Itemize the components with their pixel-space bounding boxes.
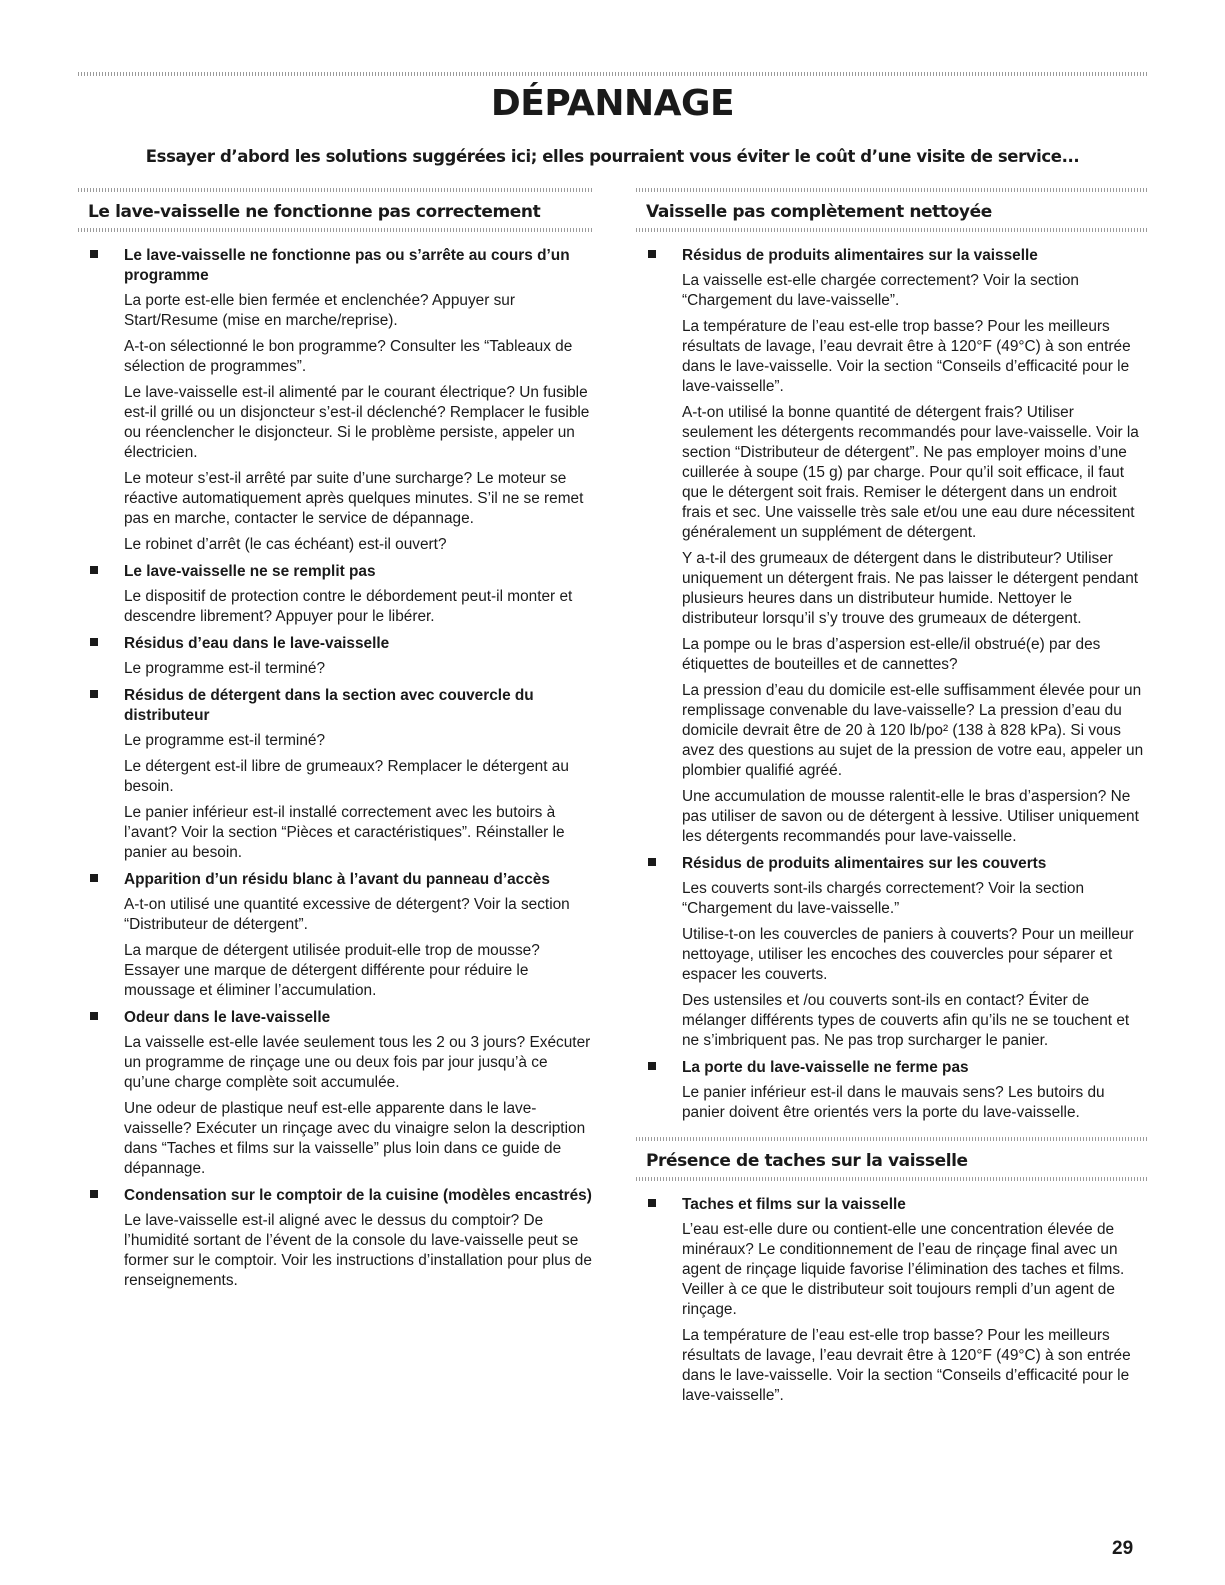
problem-title: La porte du lave-vaisselle ne ferme pas [682,1059,969,1076]
section-title: Vaisselle pas complètement nettoyée [646,202,992,222]
section-title: Présence de taches sur la vaisselle [646,1151,968,1171]
square-bullet-icon [90,874,98,882]
left-column [78,188,593,1298]
problem-title: Résidus de produits alimentaires sur la vaisselle [682,247,1038,264]
solution-paragraph: Le détergent est-il libre de grumeaux? Remplacer le détergent au besoin. [124,758,569,795]
solution-paragraph: Le robinet d’arrêt (le cas échéant) est-il ouvert? [124,536,447,553]
solution-paragraph: La porte est-elle bien fermée et enclenchée? Appuyer sur Start/Resume (mise en marche/reprise). [124,292,515,329]
square-bullet-icon [648,1199,656,1207]
problem-item [636,854,1148,1051]
solution-paragraph: La marque de détergent utilisée produit-elle trop de mousse? Essayer une marque de détergent différente pour réduire le moussage et éliminer l’accumulation. [124,942,540,999]
solution-paragraph: Y a-t-il des grumeaux de détergent dans le distributeur? Utiliser uniquement un détergent frais. Ne pas laisser le détergent pendant plusieurs heures dans un distributeur humide. Nettoyer le distributeur lorsqu’il s’y trouve des grumeaux de détergent. [682,550,1139,627]
square-bullet-icon [648,250,656,258]
problem-title: Résidus de détergent dans la section avec couvercle du distributeur [124,687,534,724]
section-title-rule [636,1177,1148,1181]
solution-paragraph: Le programme est-il terminé? [124,660,326,677]
problem-item [78,1186,593,1291]
solution-paragraph: Une odeur de plastique neuf est-elle apparente dans le lave-vaisselle? Exécuter un rinçage avec du vinaigre selon la description dans “Taches et films sur la vaisselle” plus loin dans ce guide de dépannage. [124,1100,586,1177]
solution-paragraph: La vaisselle est-elle chargée correctement? Voir la section “Chargement du lave-vaisselle”. [682,272,1079,309]
problem-title: Résidus de produits alimentaires sur les couverts [682,855,1047,872]
square-bullet-icon [90,638,98,646]
solution-paragraph: Le lave-vaisselle est-il alimenté par le courant électrique? Un fusible est-il grillé ou un disjoncteur s’est-il déclenché? Remplacer le fusible ou réenclencher le disjoncteur. Si le problème persiste, appeler un électricien. [124,384,590,461]
problem-title: Résidus d’eau dans le lave-vaisselle [124,635,390,652]
solution-paragraph: Des ustensiles et /ou couverts sont-ils en contact? Éviter de mélanger différents types de couverts afin qu’ils ne se touchent et ne s’imbriquent pas. Ne pas trop surcharger le panier. [682,992,1130,1049]
right-column [636,188,1148,1413]
solution-paragraph: Le panier inférieur est-il installé correctement avec les butoirs à l’avant? Voir la section “Pièces et caractéristiques”. Réinstaller le panier au besoin. [124,804,565,861]
square-bullet-icon [90,1190,98,1198]
solution-paragraph: A-t-on sélectionné le bon programme? Consulter les “Tableaux de sélection de programmes”. [124,338,573,375]
square-bullet-icon [648,1062,656,1070]
solution-paragraph: La température de l’eau est-elle trop basse? Pour les meilleurs résultats de lavage, l’eau devrait être à 120°F (49°C) à son entrée dans le lave-vaisselle. Voir la section “Conseils d’efficacité pour le lave-vaisselle”. [682,318,1131,395]
section [78,200,593,1291]
problem-item [78,1008,593,1179]
solution-paragraph: Le programme est-il terminé? [124,732,326,749]
square-bullet-icon [90,250,98,258]
problem-item [78,870,593,1001]
solution-paragraph: A-t-on utilisé la bonne quantité de détergent frais? Utiliser seulement les détergents recommandés pour lave-vaisselle. Voir la section “Distributeur de détergent”. Ne pas employer moins d’une cuillerée à soupe (15 g) par charge. Pour qu’il soit efficace, il faut que le détergent soit frais. Remiser le détergent dans un endroit frais et sec. Une vaisselle très sale et/ou une eau dure nécessitent généralement un supplément de détergent. [682,404,1139,541]
section-title: Le lave-vaisselle ne fonctionne pas correctement [88,202,541,222]
solution-paragraph: La pompe ou le bras d’aspersion est-elle/il obstrué(e) par des étiquettes de bouteilles et de cannettes? [682,636,1101,673]
section [636,1149,1148,1406]
solution-paragraph: Le lave-vaisselle est-il aligné avec le dessus du comptoir? De l’humidité sortant de l’évent de la console du lave-vaisselle peut se former sur le comptoir. Voir les instructions d’installation pour plus de renseignements. [124,1212,592,1289]
section [636,200,1148,1123]
square-bullet-icon [90,1012,98,1020]
problem-title: Taches et films sur la vaisselle [682,1196,906,1213]
solution-paragraph: L’eau est-elle dure ou contient-elle une concentration élevée de minéraux? Le conditionnement de l’eau de rinçage final avec un agent de rinçage liquide favorise l’élimination des taches et films. Veiller à ce que le distributeur soit toujours rempli d’un agent de rinçage. [682,1221,1125,1318]
square-bullet-icon [90,690,98,698]
problem-title: Le lave-vaisselle ne fonctionne pas ou s’arrête au cours d’un programme [124,247,570,284]
page-number: 29 [1112,1538,1134,1559]
problem-item [636,246,1148,847]
solution-paragraph: La pression d’eau du domicile est-elle suffisamment élevée pour un remplissage convenable du lave-vaisselle? La pression d’eau du domicile devrait être de 20 à 120 lb/po² (138 à 828 kPa). Si vous avez des questions au sujet de la pression de votre eau, appeler un plombier qualifié agréé. [682,682,1144,779]
section-top-rule [636,1137,1148,1141]
solution-paragraph: Les couverts sont-ils chargés correctement? Voir la section “Chargement du lave-vaisselle.” [682,880,1085,917]
problem-item [78,634,593,679]
problem-item [636,1058,1148,1123]
solution-paragraph: Le dispositif de protection contre le débordement peut-il monter et descendre librement? Appuyer pour le libérer. [124,588,573,625]
problem-item [78,246,593,555]
top-rule [78,72,1148,76]
problem-title: Odeur dans le lave-vaisselle [124,1009,331,1026]
solution-paragraph: A-t-on utilisé une quantité excessive de détergent? Voir la section “Distributeur de détergent”. [124,896,570,933]
problem-title: Condensation sur le comptoir de la cuisine (modèles encastrés) [124,1187,592,1204]
page-title: DÉPANNAGE [490,83,735,124]
section-top-rule [636,188,1148,192]
section-title-rule [78,228,593,232]
section-title-rule [636,228,1148,232]
section-top-rule [78,188,593,192]
solution-paragraph: La vaisselle est-elle lavée seulement tous les 2 ou 3 jours? Exécuter un programme de rinçage une ou deux fois par jour jusqu’à ce qu’une charge complète soit accumulée. [124,1034,591,1091]
solution-paragraph: Le moteur s’est-il arrêté par suite d’une surcharge? Le moteur se réactive automatiquement après quelques minutes. S’il ne se remet pas en marche, contacter le service de dépannage. [124,470,584,527]
problem-title: Le lave-vaisselle ne se remplit pas [124,563,376,580]
square-bullet-icon [90,566,98,574]
solution-paragraph: Le panier inférieur est-il dans le mauvais sens? Les butoirs du panier doivent être orientés vers la porte du lave-vaisselle. [682,1084,1105,1121]
page-subtitle: Essayer d’abord les solutions suggérées ici; elles pourraient vous éviter le coût d’une visite de service... [145,147,1080,166]
square-bullet-icon [648,858,656,866]
problem-item [636,1195,1148,1406]
solution-paragraph: Une accumulation de mousse ralentit-elle le bras d’aspersion? Ne pas utiliser de savon ou de détergent à lessive. Utiliser uniquement les détergents recommandés pour lave-vaisselle. [682,788,1139,845]
problem-title: Apparition d’un résidu blanc à l’avant du panneau d’accès [124,871,550,888]
problem-item [78,686,593,863]
solution-paragraph: Utilise-t-on les couvercles de paniers à couverts? Pour un meilleur nettoyage, utiliser les encoches des couvercles pour séparer et espacer les couverts. [682,926,1134,983]
solution-paragraph: La température de l’eau est-elle trop basse? Pour les meilleurs résultats de lavage, l’eau devrait être à 120°F (49°C) à son entrée dans le lave-vaisselle. Voir la section “Conseils d’efficacité pour le lave-vaisselle”. [682,1327,1131,1404]
problem-item [78,562,593,627]
